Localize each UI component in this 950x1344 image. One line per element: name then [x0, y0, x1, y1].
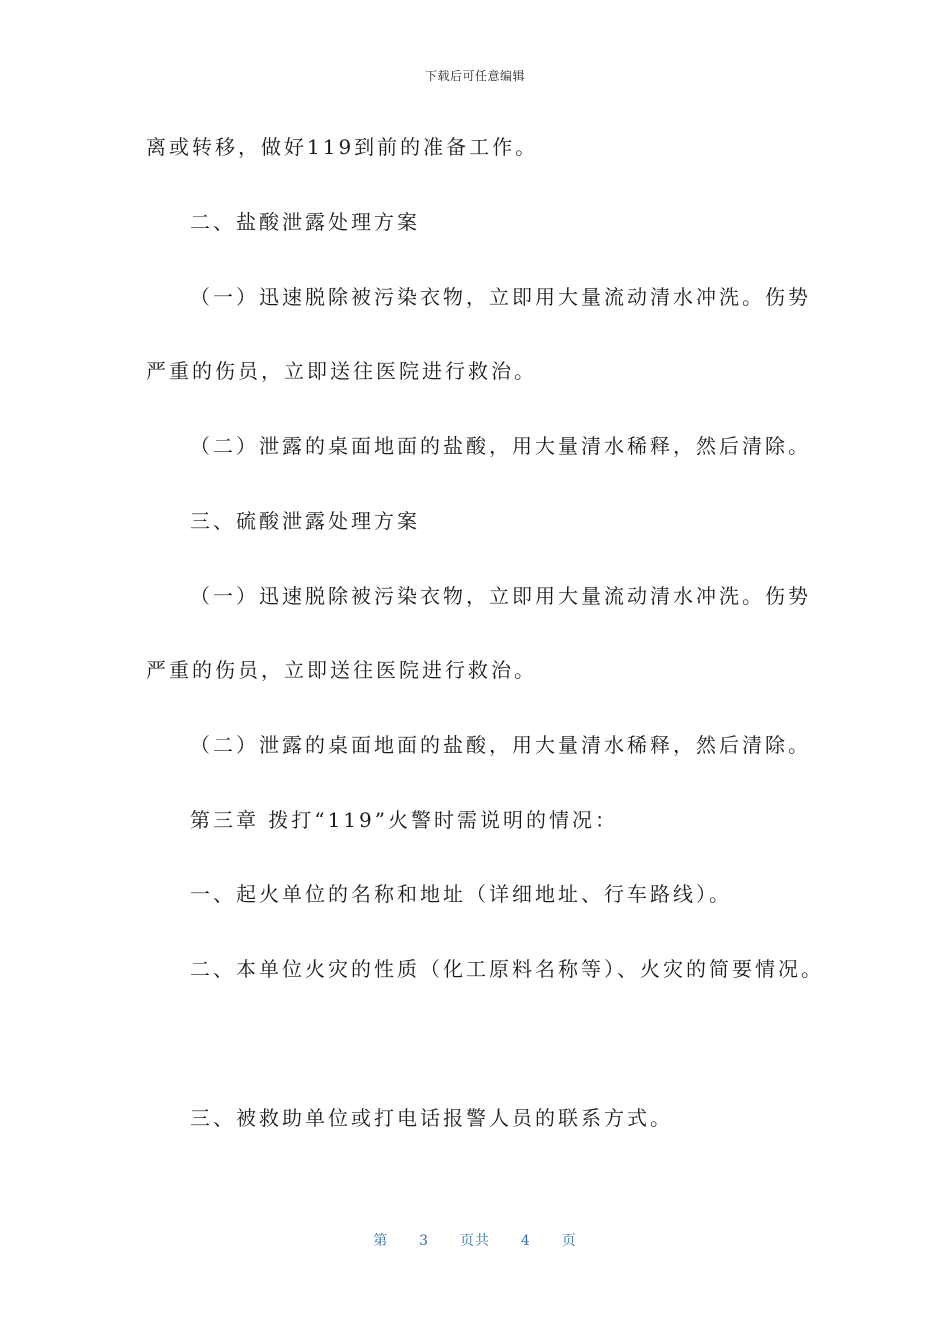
paragraph-line: 二、本单位火灾的性质（化工原料名称等）、火灾的简要情况。: [190, 957, 824, 981]
footer-prefix: 第: [373, 1233, 389, 1249]
section-heading: 三、硫酸泄露处理方案: [190, 509, 420, 533]
chapter-heading: 第三章 拨打“119”火警时需说明的情况：: [190, 808, 618, 832]
paragraph-line: 严重的伤员，立即送往医院进行救治。: [146, 359, 537, 383]
section-heading: 二、盐酸泄露处理方案: [190, 210, 420, 234]
paragraph-line: 三、被救助单位或打电话报警人员的联系方式。: [190, 1106, 673, 1130]
paragraph-line: 离或转移，做好119到前的准备工作。: [146, 135, 539, 159]
paragraph-line: 严重的伤员，立即送往医院进行救治。: [146, 658, 537, 682]
page-footer: [0, 1230, 950, 1250]
footer-total-pages: 4: [520, 1233, 531, 1249]
paragraph-line: （二）泄露的桌面地面的盐酸，用大量清水稀释，然后清除。: [190, 434, 811, 458]
paragraph-line: （二）泄露的桌面地面的盐酸，用大量清水稀释，然后清除。: [190, 733, 811, 757]
footer-middle: 页共: [460, 1233, 490, 1249]
footer-page-number: 3: [419, 1233, 430, 1249]
page-header: 下载后可任意编辑: [424, 69, 525, 83]
paragraph-line: （一）迅速脱除被污染衣物，立即用大量流动清水冲洗。伤势: [190, 285, 811, 309]
footer-suffix: 页: [561, 1233, 577, 1249]
paragraph-line: 一、起火单位的名称和地址（详细地址、行车路线）。: [190, 882, 732, 906]
paragraph-line: （一）迅速脱除被污染衣物，立即用大量流动清水冲洗。伤势: [190, 584, 811, 608]
